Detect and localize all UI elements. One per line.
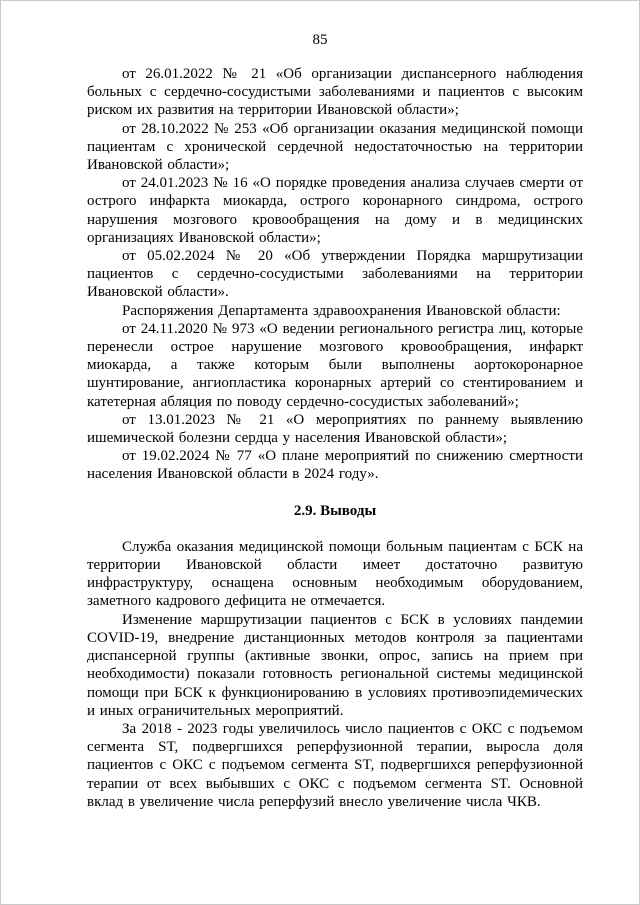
paragraph: Служба оказания медицинской помощи больным пациентам с БСК на территории Ивановской области имеет достаточно развитую инфраструктуру, оснащена основным необходимым оборудованием, заметного кадрового дефицита не отмечается.: [87, 538, 583, 610]
paragraph: от 05.02.2024 № 20 «Об утверждении Порядка маршрутизации пациентов с сердечно-сосудистыми заболеваниями на территории Ивановской области».: [87, 248, 583, 301]
paragraph: от 13.01.2023 № 21 «О мероприятиях по раннему выявлению ишемической болезни сердца у населения Ивановской области»;: [87, 411, 583, 447]
paragraph: от 28.10.2022 № 253 «Об организации оказания медицинской помощи пациентам с хронической сердечной недостаточностью на территории Ивановской области»;: [87, 120, 583, 174]
paragraph: Распоряжения Департамента здравоохранения Ивановской области:: [122, 302, 561, 319]
paragraph: Изменение маршрутизации пациентов с БСК в условиях пандемии COVID-19, внедрение дистанционных методов контроля за пациентами диспансерной группы (активные звонки, опрос, запись на прием при необходимости) показали готовность региональной системы медицинской помощи при БСК к функционированию в условиях противоэпидемических и иных ограничительных мероприятий.: [87, 611, 583, 719]
paragraph: от 19.02.2024 № 77 «О плане мероприятий по снижению смертности населения Ивановской области в 2024 году».: [87, 448, 583, 483]
paragraph: За 2018 - 2023 годы увеличилось число пациентов с ОКС с подъемом сегмента ST, подвергшихся реперфузионной терапии, выросла доля пациентов с ОКС с подъемом сегмента ST, подвергшихся реперфузионной терапии от всех выбывших с ОКС с подъемом сегмента ST. Основной вклад в увеличение числа реперфузий внесло увеличение числа ЧКВ.: [87, 720, 583, 810]
section-heading: 2.9. Выводы: [293, 502, 377, 519]
page-number: 85: [312, 32, 328, 48]
paragraph: от 24.01.2023 № 16 «О порядке проведения анализа случаев смерти от острого инфаркта миокарда, острого коронарного синдрома, острого нарушения мозгового кровообращения на дому и в медицинских организациях Ивановской области»;: [87, 175, 583, 246]
paragraph: от 24.11.2020 № 973 «О ведении регионального регистра лиц, которые перенесли острое нарушение мозгового кровообращения, инфаркт миокарда, а также которым были выполнены аортокоронарное шунтирование, ангиопластика коронарных артерий со стентированием и катетерная абляция по поводу сердечно-сосудистых заболеваний»;: [87, 320, 583, 410]
paragraph: от 26.01.2022 № 21 «Об организации диспансерного наблюдения больных с сердечно-сосудистыми заболеваниями и пациентов с высоким риском их развития на территории Ивановской области»;: [87, 66, 583, 119]
